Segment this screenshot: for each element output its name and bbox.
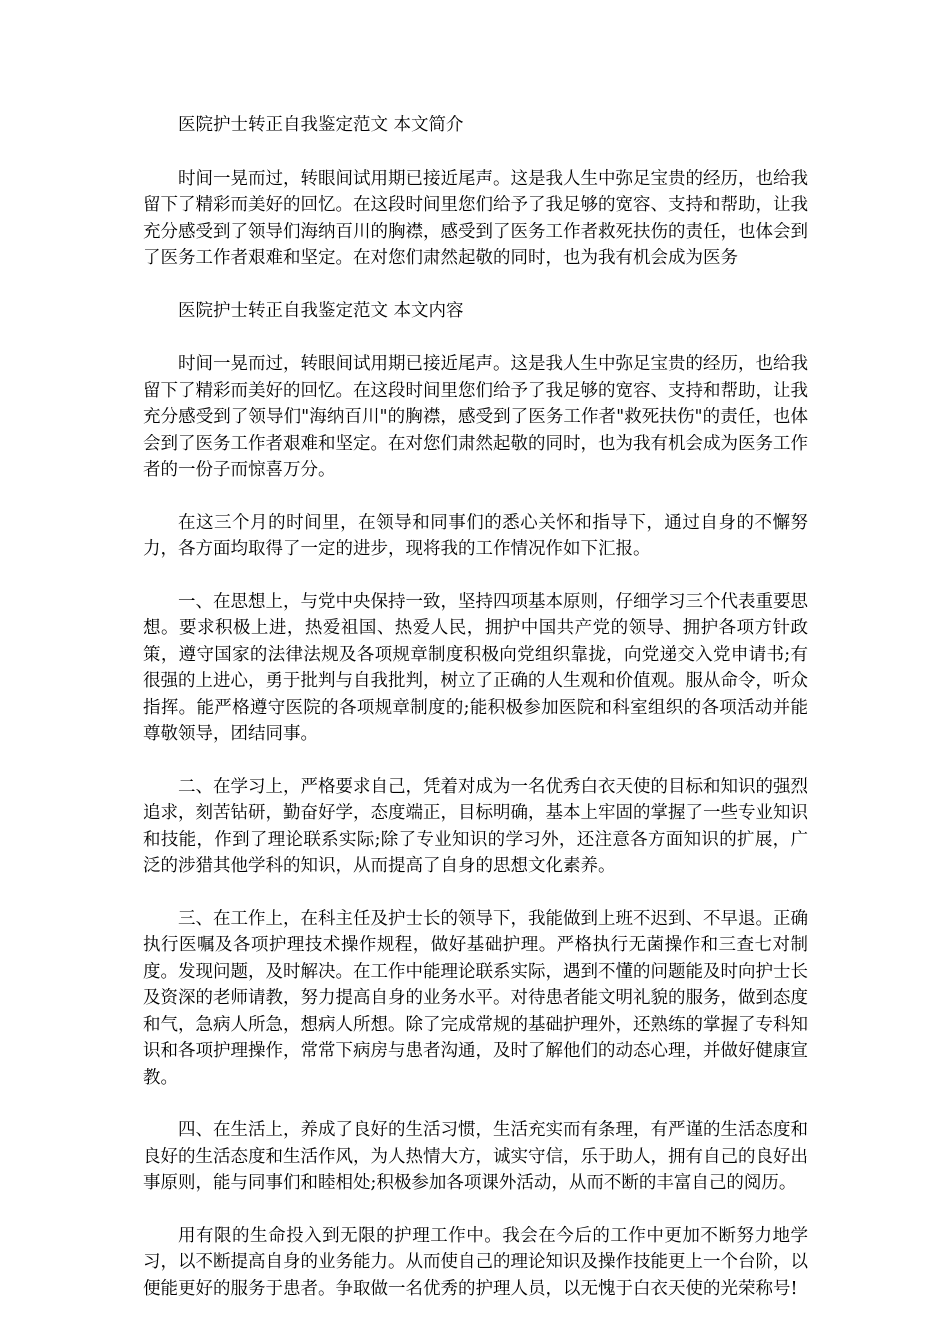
body-paragraph-ideology: 一、在思想上，与党中央保持一致，坚持四项基本原则，仔细学习三个代表重要思想。要求积极上进，热爱祖国、热爱人民，拥护中国共产党的领导、拥护各项方针政策，遵守国家的法律法规及各项规章制度积极向党组织靠拢，向党递交入党申请书;有很强的上进心，勇于批判与自我批判，树立了正确的人生观和价值观。服从命令，听众指挥。能严格遵守医院的各项规章制度的;能积极参加医院和科室组织的各项活动并能尊敬领导，团结同事。 (143, 591, 808, 744)
intro-paragraph: 时间一晃而过，转眼间试用期已接近尾声。这是我人生中弥足宝贵的经历，也给我留下了精彩而美好的回忆。在这段时间里您们给予了我足够的宽容、支持和帮助，让我充分感受到了领导们海纳百川的胸襟，感受到了医务工作者救死扶伤的责任，也体会到了医务工作者艰难和坚定。在对您们肃然起敬的同时，也为我有机会成为医务 (143, 168, 808, 268)
body-paragraph-opening: 时间一晃而过，转眼间试用期已接近尾声。这是我人生中弥足宝贵的经历，也给我留下了精彩而美好的回忆。在这段时间里您们给予了我足够的宽容、支持和帮助，让我充分感受到了领导们"海纳百川"的胸襟，感受到了医务工作者"救死扶伤"的责任，也体会到了医务工作者艰难和坚定。在对您们肃然起敬的同时，也为我有机会成为医务工作者的一份子而惊喜万分。 (143, 354, 808, 480)
body-paragraph-work: 三、在工作上，在科主任及护士长的领导下，我能做到上班不迟到、不早退。正确执行医嘱及各项护理技术操作规程，做好基础护理。严格执行无菌操作和三查七对制度。发现问题，及时解决。在工作中能理论联系实际，遇到不懂的问题能及时向护士长及资深的老师请教，努力提高自身的业务水平。对待患者能文明礼貌的服务，做到态度和气，急病人所急，想病人所想。除了完成常规的基础护理外，还熟练的掌握了专科知识和各项护理操作，常常下病房与患者沟通，及时了解他们的动态心理，并做好健康宣教。 (143, 908, 808, 1088)
body-paragraph-closing: 用有限的生命投入到无限的护理工作中。我会在今后的工作中更加不断努力地学习，以不断提高自身的业务能力。从而使自己的理论知识及操作技能更上一个台阶，以便能更好的服务于患者。争取做一名优秀的护理人员，以无愧于白衣天使的光荣称号! (143, 1225, 808, 1299)
content-heading: 医院护士转正自我鉴定范文 本文内容 (178, 300, 464, 321)
body-paragraph-life: 四、在生活上，养成了良好的生活习惯，生活充实而有条理，有严谨的生活态度和良好的生活态度和生活作风，为人热情大方，诚实守信，乐于助人，拥有自己的良好出事原则，能与同事们和睦相处;积极参加各项课外活动，从而不断的丰富自己的阅历。 (143, 1120, 808, 1193)
intro-heading: 医院护士转正自我鉴定范文 本文简介 (178, 115, 464, 135)
document-body (143, 112, 808, 1302)
body-paragraph-study: 二、在学习上，严格要求自己，凭着对成为一名优秀白衣天使的目标和知识的强烈追求，刻苦钻研，勤奋好学，态度端正，目标明确，基本上牢固的掌握了一些专业知识和技能，作到了理论联系实际;除了专业知识的学习外，还注意各方面知识的扩展，广泛的涉猎其他学科的知识，从而提高了自身的思想文化素养。 (143, 776, 808, 876)
body-paragraph-summary: 在这三个月的时间里，在领导和同事们的悉心关怀和指导下，通过自身的不懈努力，各方面均取得了一定的进步，现将我的工作情况作如下汇报。 (143, 512, 808, 559)
